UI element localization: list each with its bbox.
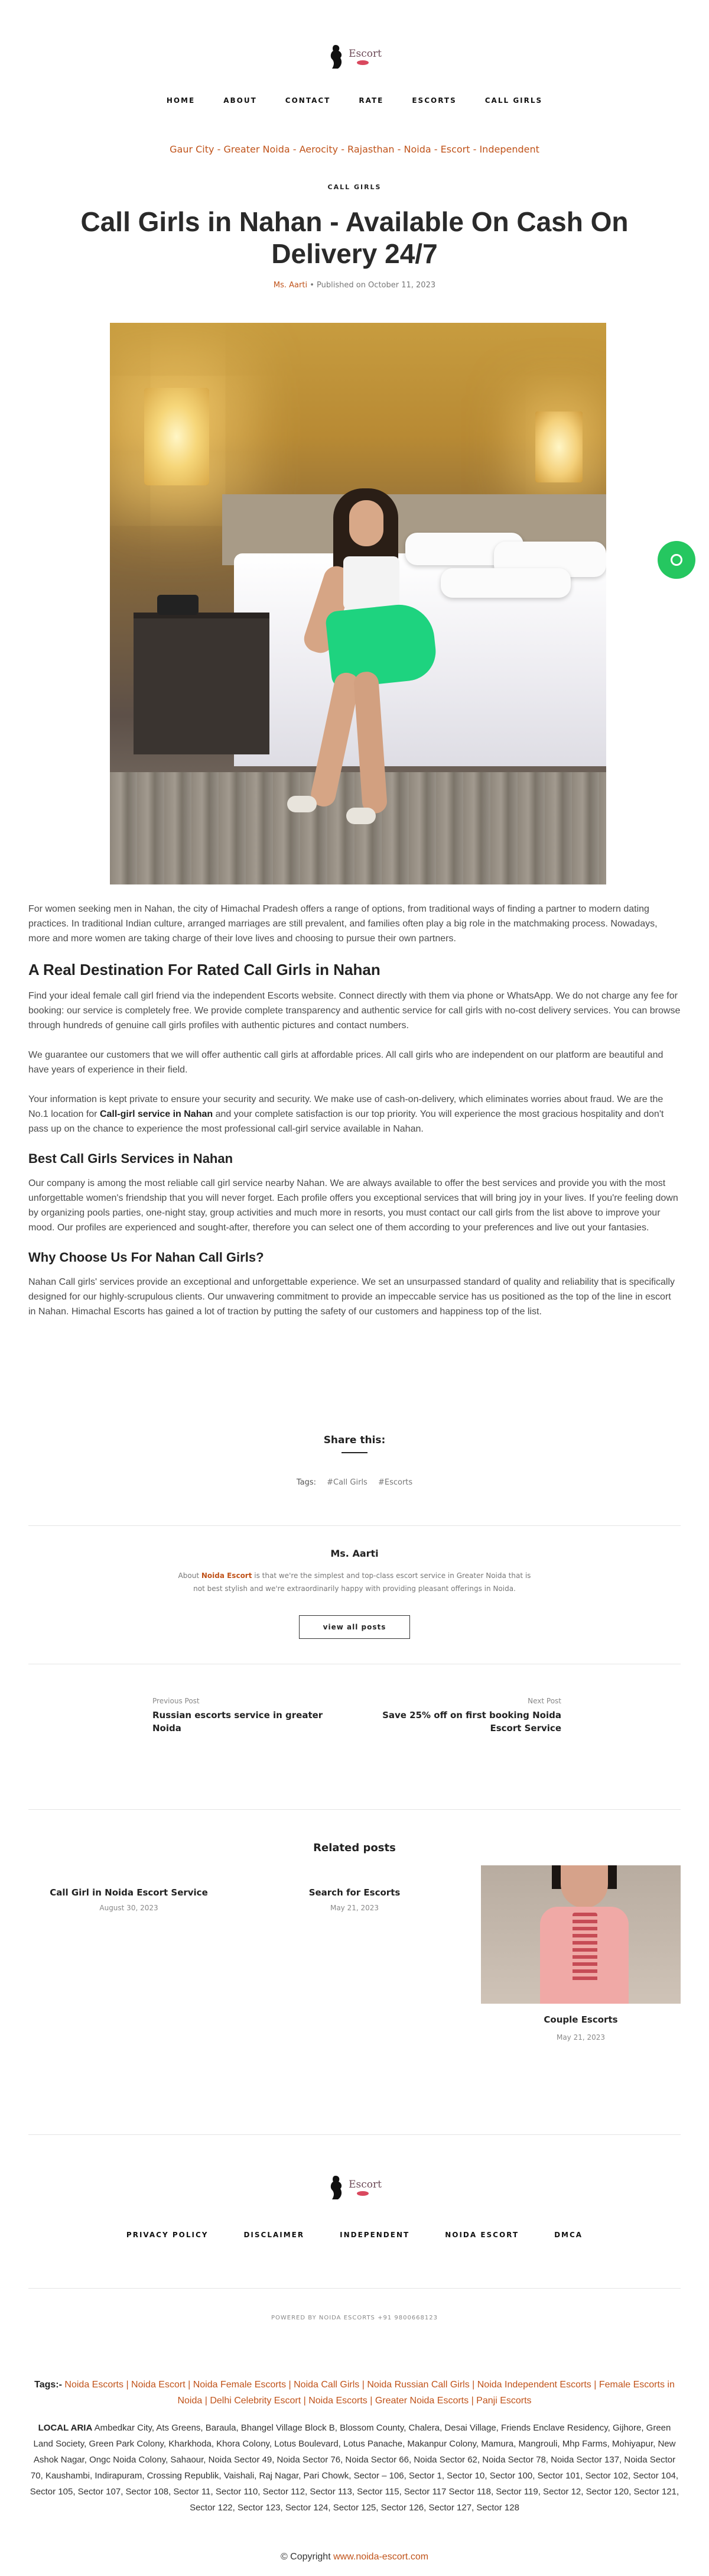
local-area [28, 2420, 681, 2516]
lips-icon [357, 2191, 369, 2196]
published-date: Published on October 11, 2023 [317, 281, 436, 290]
related-post-card[interactable] [481, 2014, 681, 2042]
previous-post-link[interactable] [152, 1697, 342, 1735]
post-category[interactable]: CALL GIRLS [327, 183, 382, 191]
related-post-card[interactable] [254, 1886, 455, 1912]
site-logo[interactable] [0, 38, 709, 76]
next-post-link[interactable] [366, 1697, 561, 1735]
paragraph: We guarantee our customers that we will offer authentic call girls at affordable prices. All call girls who are independent on our platform are beautiful and have years of experience in their field. [28, 1050, 664, 1075]
nav-home[interactable]: HOME [166, 96, 196, 105]
related-post-title[interactable]: Call Girl in Noida Escort Service [50, 1887, 208, 1898]
lips-icon [357, 60, 369, 65]
footer-tag-links[interactable]: Noida Escorts | Noida Escort | Noida Female Escorts | Noida Call Girls | Noida Russian Call Girls | Noida Independent Escorts | Female Escorts in Noida | Delhi Celebrity Escort | Noida Escorts | Greater Noida Escorts | Panji Escorts [64, 2380, 675, 2406]
local-area-label: LOCAL ARIA [38, 2423, 93, 2433]
whatsapp-icon [671, 554, 682, 566]
divider [28, 1525, 681, 1526]
logo-text: Escort [349, 2178, 382, 2191]
paragraph: For women seeking men in Nahan, the city of Himachal Pradesh offers a range of options, from traditional ways of finding a partner to modern dating practices. In traditional Indian culture, arranged marriages are still prevalent, and families often play a big role in the matchmaking process. Nowadays, more and more women are taking charge of their love lives and choosing to pursue their own partners. [28, 904, 658, 944]
powered-by: POWERED BY NOIDA ESCORTS +91 9800668123 [271, 2315, 438, 2321]
related-post-title[interactable]: Couple Escorts [544, 2014, 618, 2025]
divider [28, 2134, 681, 2135]
byline [0, 281, 709, 290]
tag-call-girls[interactable]: #Call Girls [327, 1478, 367, 1487]
related-post-date: May 21, 2023 [556, 2033, 606, 2042]
share-title: Share this: [323, 1434, 386, 1446]
footer-nav-noida-escort[interactable]: NOIDA ESCORT [445, 2231, 519, 2239]
previous-post-title[interactable]: Russian escorts service in greater Noida [152, 1710, 323, 1733]
footer-logo[interactable] [0, 2169, 709, 2206]
related-post-card[interactable] [28, 1886, 229, 1912]
share-underline [342, 1452, 367, 1453]
copyright: © Copyright www.noida-escort.com [280, 2552, 429, 2562]
article-body [28, 902, 681, 1334]
author-link[interactable]: Ms. Aarti [273, 281, 308, 290]
divider [28, 1809, 681, 1810]
related-post-title[interactable]: Search for Escorts [308, 1887, 401, 1898]
nav-call-girls[interactable]: CALL GIRLS [484, 96, 543, 105]
copyright-site-link[interactable]: www.noida-escort.com [333, 2552, 429, 2562]
location-links[interactable]: Gaur City - Greater Noida - Aerocity - Rajasthan - Noida - Escort - Independent [170, 144, 539, 155]
footer-nav-disclaimer[interactable]: DISCLAIMER [243, 2231, 305, 2239]
logo-silhouette-icon [327, 2175, 345, 2201]
related-post-date: May 21, 2023 [330, 1904, 379, 1912]
logo-text: Escort [349, 47, 382, 60]
related-post-date: August 30, 2023 [99, 1904, 158, 1912]
nav-rate[interactable]: RATE [359, 96, 384, 105]
author-box-name[interactable]: Ms. Aarti [330, 1548, 379, 1559]
featured-image [110, 323, 606, 884]
related-post-thumbnail[interactable] [481, 1865, 681, 2004]
lamp-right [535, 411, 583, 482]
author-bio-link[interactable]: Noida Escort [201, 1571, 252, 1580]
nav-contact[interactable]: CONTACT [285, 96, 331, 105]
footer-tags-label: Tags:- [34, 2380, 62, 2390]
previous-post-label: Previous Post [152, 1697, 200, 1705]
footer-nav-dmca[interactable]: DMCA [554, 2231, 583, 2239]
byline-separator: • [310, 281, 317, 290]
phone [157, 595, 199, 615]
emphasis: Call-girl service in Nahan [99, 1109, 213, 1119]
lamp-left [144, 388, 209, 485]
nightstand [134, 613, 269, 754]
footer-nav [0, 2231, 709, 2239]
paragraph: Our company is among the most reliable call girl service nearby Nahan. We are always available to offer the best services and provide you with the most unforgettable women's friendship that you will never forget. Each profile offers you exceptional services that will bring joy in your lives. If you're feeling down by organizing pools parties, one-night stay, group activities and much more in resorts, you must contact our call girls from the list above to improve your mood. Our profiles are experienced and sought-after, therefore you can select one of them according to your preferences and live out your fantasies. [28, 1178, 678, 1233]
section-heading: Best Call Girls Services in Nahan [28, 1151, 233, 1166]
next-post-title[interactable]: Save 25% off on first booking Noida Escort Service [382, 1710, 561, 1733]
post-tags [0, 1478, 709, 1487]
footer-nav-privacy[interactable]: PRIVACY POLICY [126, 2231, 209, 2239]
author-bio: About Noida Escort is that we're the simplest and top-class escort service in Greater Noida that is not best stylish and we're extraordinarily happy with providing pleasant offerings in Noida. [178, 1571, 531, 1593]
paragraph: Nahan Call girls' services provide an exceptional and unforgettable experience. We set an unsurpassed standard of quality and reliability that is specifically designed for our highly-scrupulous clients. Our unwavering commitment to provide an impeccable service has us positioned as the top of the line in escort in Nahan. Himachal Escorts has gained a lot of traction by putting the safety of our customers and happiness top of the list. [28, 1277, 675, 1317]
nav-about[interactable]: ABOUT [223, 96, 257, 105]
footer-nav-independent[interactable]: INDEPENDENT [340, 2231, 410, 2239]
divider [28, 2288, 681, 2289]
footer-tags [28, 2377, 681, 2409]
related-posts-heading: Related posts [313, 1842, 396, 1854]
next-post-label: Next Post [528, 1697, 561, 1705]
tags-label: Tags: [296, 1478, 316, 1487]
paragraph: Find your ideal female call girl friend via the independent Escorts website. Connect directly with them via phone or WhatsApp. We do not charge any fee for booking: our service is completely free. We provide complete transparency and authentic service for call girls with no-cost delivery services. You can browse through hundreds of genuine call girls profiles with authentic pictures and contact numbers. [28, 991, 681, 1031]
tag-escorts[interactable]: #Escorts [378, 1478, 413, 1487]
page-title: Call Girls in Nahan - Available On Cash On Delivery 24/7 [80, 206, 629, 269]
paragraph: Your information is kept private to ensure your security and security. We make use of cash-on-delivery, which eliminates worries about fraud. We are the No.1 location for Call-girl service in Nahan and your complete satisfaction is our top priority. You will experience the most gracious hospitality and don't pass up on the chance to experience the most professional call-girl service available in Nahan. [28, 1094, 664, 1134]
logo-silhouette-icon [327, 44, 345, 70]
view-all-posts-button[interactable]: view all posts [299, 1615, 410, 1639]
main-nav [0, 96, 709, 105]
nav-escorts[interactable]: ESCORTS [412, 96, 457, 105]
section-heading: Why Choose Us For Nahan Call Girls? [28, 1250, 264, 1265]
local-area-text: Ambedkar City, Ats Greens, Baraula, Bhangel Village Block B, Blossom County, Chalera, Desai Village, Friends Enclave Residency, Gijhore, Green Land Society, Green Park Colony, Kharkhoda, Khora Colony, Lotus Boulevard, Lotus Panache, Makanpur Colony, Mamura, Mangrouli, Mhp Farms, Mohiyapur, New Ashok Nagar, Ongc Noida Colony, Sahaour, Noida Sector 49, Noida Sector 76, Noida Sector 66, Noida Sector 62, Noida Sector 78, Noida Sector 137, Noida Sector 70, Kaushambi, Indirapuram, Crossing Republik, Vaishali, Raj Nagar, Pari Chowk, Sector – 106, Sector 1, Sector 10, Sector 100, Sector 101, Sector 102, Sector 104, Sector 105, Sector 107, Sector 108, Sector 11, Sector 110, Sector 112, Sector 113, Sector 115, Sector 117 Sector 118, Sector 119, Sector 12, Sector 120, Sector 121, Sector 122, Sector 123, Sector 124, Sector 125, Sector 126, Sector 127, Sector 128 [30, 2423, 679, 2513]
section-heading: A Real Destination For Rated Call Girls in Nahan [28, 961, 380, 978]
whatsapp-float-button[interactable] [658, 541, 695, 579]
